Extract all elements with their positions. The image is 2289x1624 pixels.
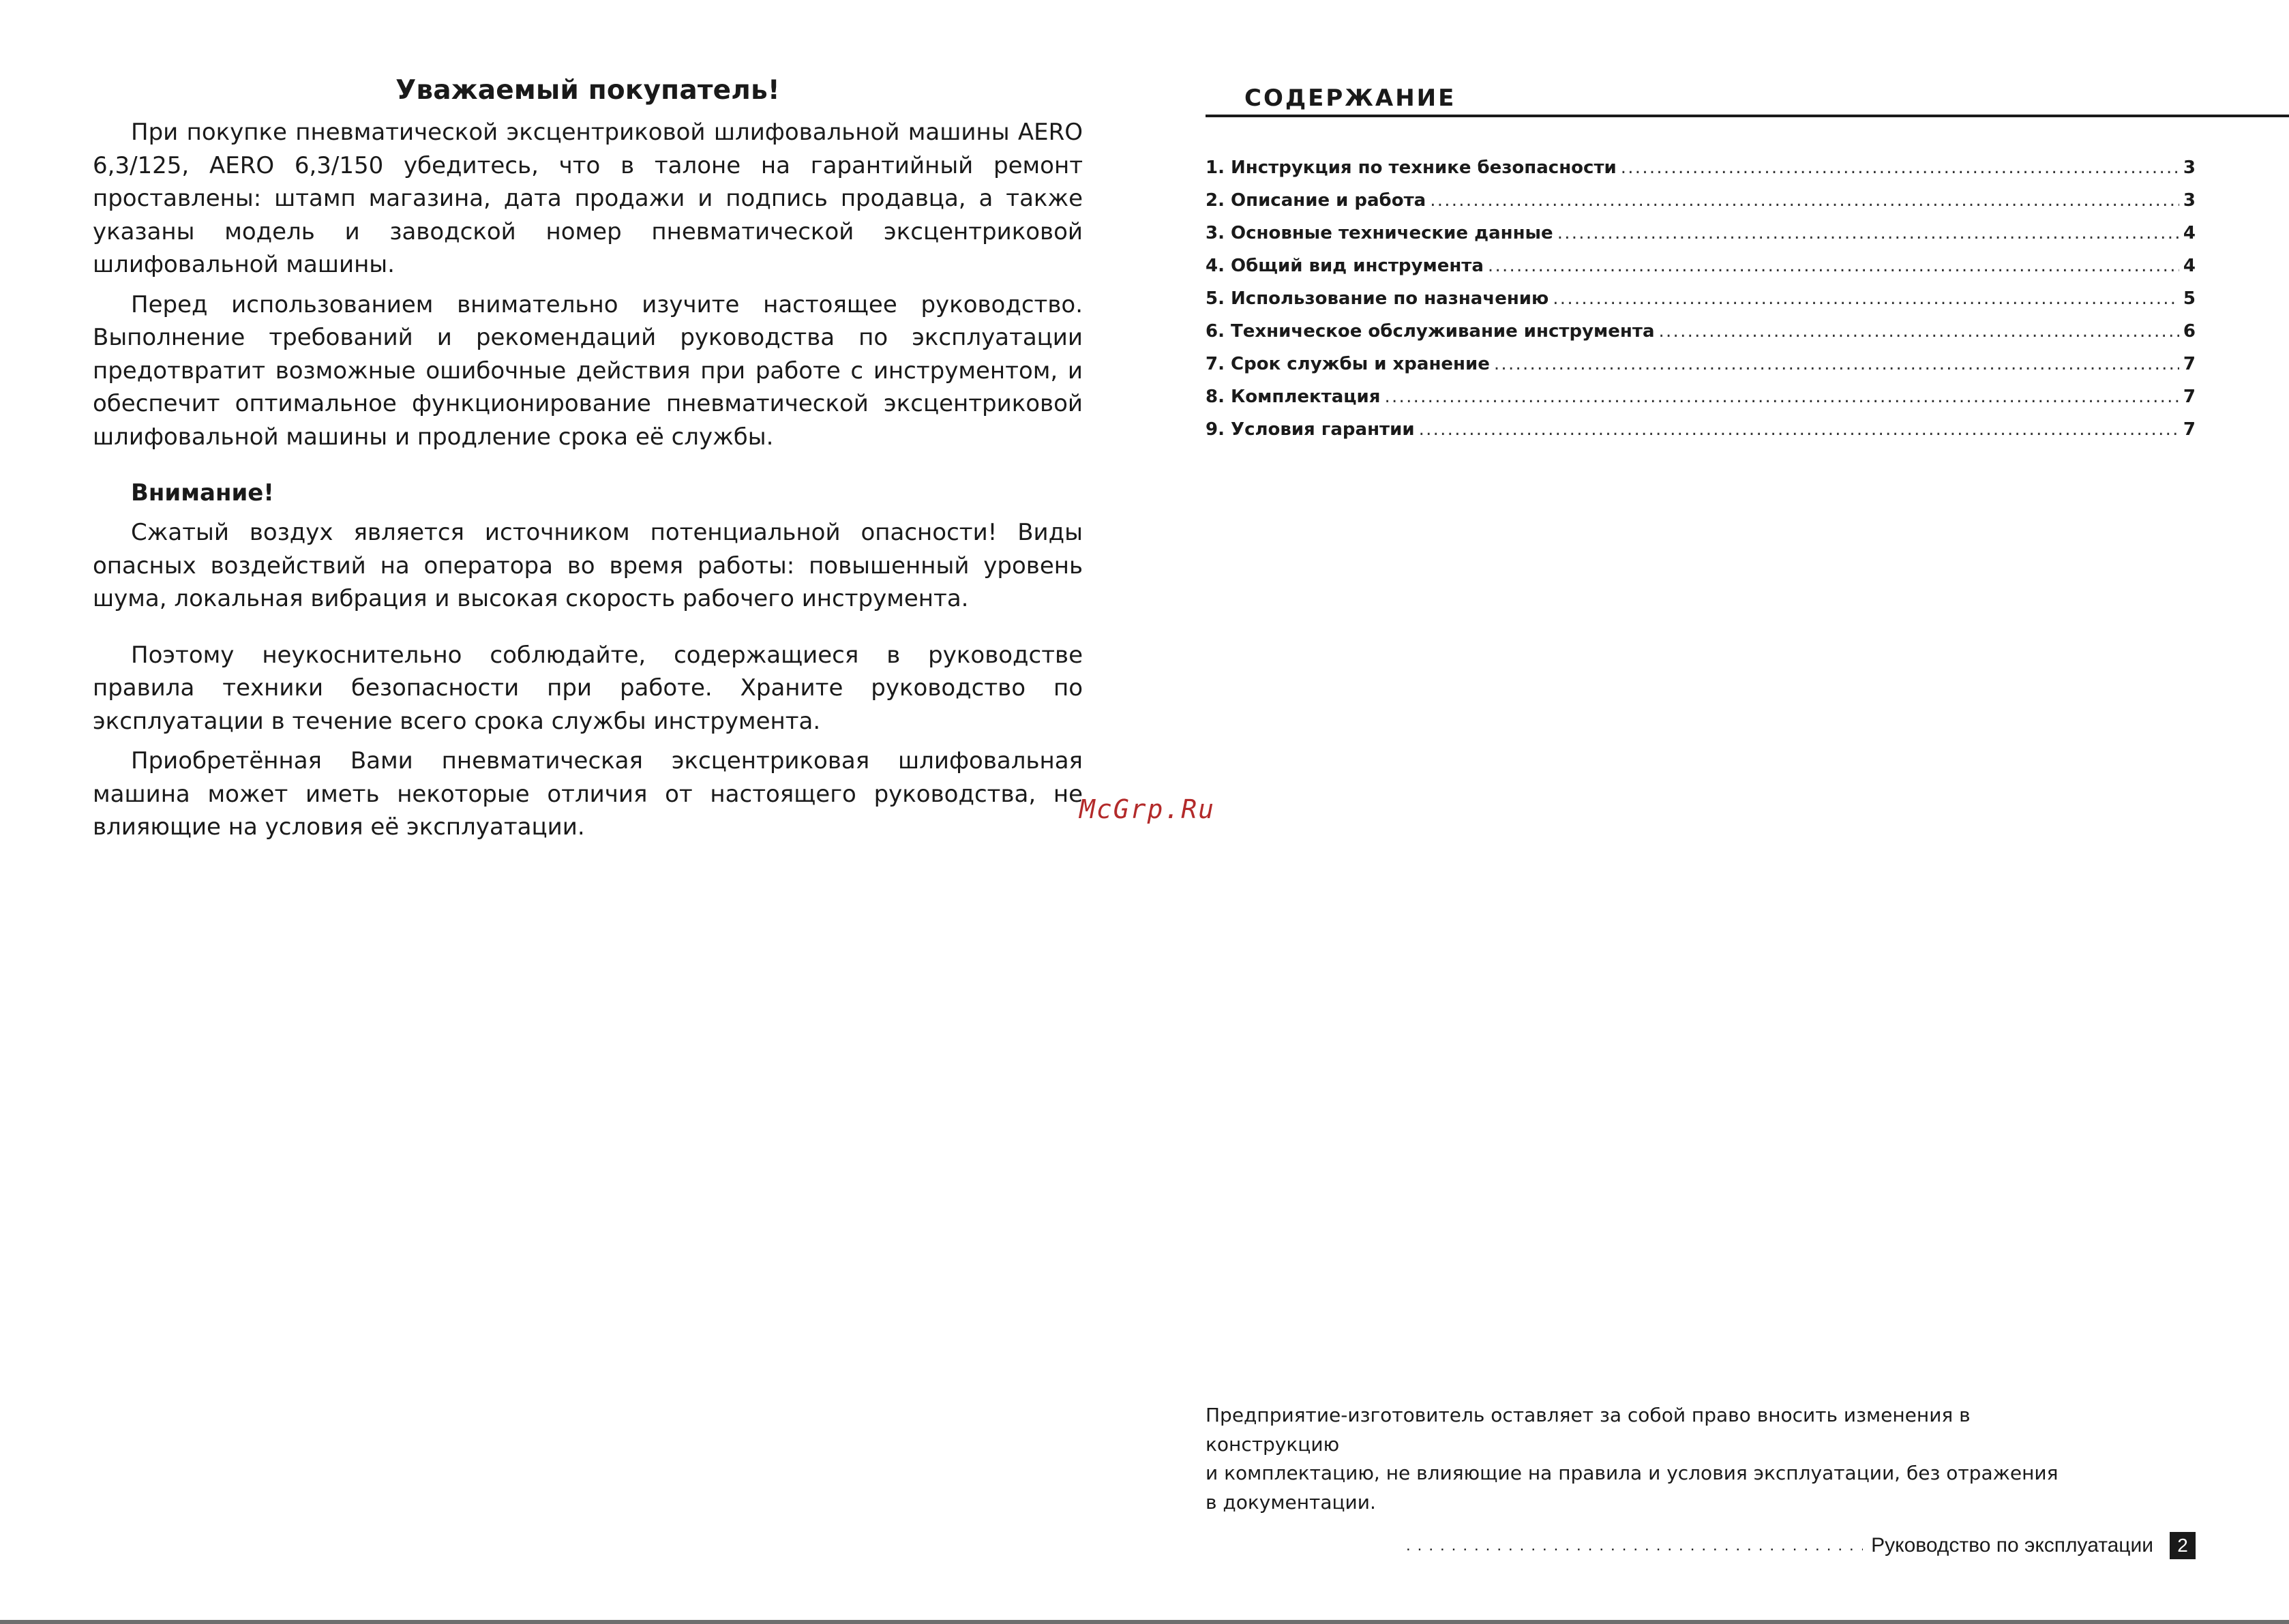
intro-paragraph-2: Перед использованием внимательно изучите настоящее руководство. Выполнение требований и рекомендаций руководства по эксплуатации предотвратит возможные ошибочные действия при работе с инструментом, и обеспечит оптимальное функционирование пневматической эксцентриковой шлифовальной машины и продление срока её службы.: [93, 290, 1083, 451]
toc-item[interactable]: [1206, 151, 2196, 184]
toc-leader-dots: [1621, 151, 2179, 184]
intro-paragraph-1: При покупке пневматической эксцентриковой шлифовальной машины AERO 6,3/125, AERO 6,3/150 убедитесь, что в талоне на гарантийный ремонт проставлены: штамп магазина, дата продажи и подпись продавца, а также указаны модель и заводской номер пневматической эксцентриковой шлифовальной машины.: [93, 119, 1083, 278]
toc-item[interactable]: [1206, 348, 2196, 380]
bottom-edge-rule: [0, 1620, 2289, 1624]
toc-item-label: 4. Общий вид инструмента: [1206, 256, 1484, 276]
toc-item[interactable]: [1206, 282, 2196, 315]
page-number-badge: 2: [2170, 1532, 2196, 1559]
toc-leader-dots: [1553, 282, 2179, 315]
manufacturer-notice: [1206, 1401, 2092, 1517]
toc-item-label: 7. Срок службы и хранение: [1206, 354, 1490, 374]
table-of-contents: [1206, 151, 2196, 446]
warning-paragraph-1: Сжатый воздух является источником потенциальной опасности! Виды опасных воздействий на оператора во время работы: повышенный уровень шума, локальная вибрация и высокая скорость рабочего инструмента.: [93, 519, 1083, 612]
toc-item-label: 3. Основные технические данные: [1206, 223, 1553, 243]
footer-leader-dots: [1406, 1536, 1863, 1555]
toc-leader-dots: [1488, 250, 2179, 282]
toc-item-label: 1. Инструкция по технике безопасности: [1206, 157, 1617, 178]
greeting-heading: Уважаемый покупатель!: [395, 75, 780, 106]
notice-line: в документации.: [1206, 1490, 1376, 1514]
toc-item-page: 3: [2183, 190, 2196, 211]
toc-item-label: 9. Условия гарантии: [1206, 419, 1415, 440]
toc-leader-dots: [1494, 348, 2179, 380]
toc-title: СОДЕРЖАНИЕ: [1244, 85, 1456, 112]
toc-item-page: 5: [2183, 288, 2196, 309]
page-footer: [1406, 1530, 2196, 1561]
notice-line: Предприятие-изготовитель оставляет за собой право вносить изменения в конструкцию: [1206, 1404, 1971, 1456]
toc-leader-dots: [1419, 413, 2179, 446]
warning-paragraph-2: Поэтому неукоснительно соблюдайте, содержащиеся в руководстве правила техники безопасности при работе. Храните руководство по эксплуатации в течение всего срока службы инструмента.: [93, 641, 1083, 735]
toc-item[interactable]: [1206, 315, 2196, 348]
toc-item[interactable]: [1206, 413, 2196, 446]
toc-leader-dots: [1384, 380, 2179, 413]
toc-item-label: 5. Использование по назначению: [1206, 288, 1549, 309]
toc-leader-dots: [1659, 315, 2179, 348]
toc-header: [1206, 80, 2289, 117]
notice-line: и комплектацию, не влияющие на правила и условия эксплуатации, без отражения: [1206, 1462, 2059, 1484]
toc-item-page: 6: [2183, 321, 2196, 342]
toc-item-page: 4: [2183, 223, 2196, 243]
toc-item-page: 4: [2183, 256, 2196, 276]
toc-item[interactable]: [1206, 217, 2196, 250]
toc-item[interactable]: [1206, 250, 2196, 282]
toc-item-page: 3: [2183, 157, 2196, 178]
watermark-text: McGrp.Ru: [1079, 794, 1216, 824]
toc-item-page: 7: [2183, 387, 2196, 407]
toc-item-label: 6. Техническое обслуживание инструмента: [1206, 321, 1655, 342]
toc-leader-dots: [1557, 217, 2179, 250]
footer-title: Руководство по эксплуатации: [1871, 1534, 2153, 1557]
toc-leader-dots: [1430, 184, 2179, 217]
toc-item-label: 8. Комплектация: [1206, 387, 1381, 407]
left-column: [93, 71, 1083, 851]
toc-item-label: 2. Описание и работа: [1206, 190, 1426, 211]
toc-item[interactable]: [1206, 184, 2196, 217]
toc-item-page: 7: [2183, 354, 2196, 374]
attention-heading: Внимание!: [131, 479, 274, 507]
toc-item-page: 7: [2183, 419, 2196, 440]
warning-paragraph-3: Приобретённая Вами пневматическая эксцентриковая шлифовальная машина может иметь некоторые отличия от настоящего руководства, не влияющие на условия её эксплуатации.: [93, 747, 1083, 841]
toc-item[interactable]: [1206, 380, 2196, 413]
